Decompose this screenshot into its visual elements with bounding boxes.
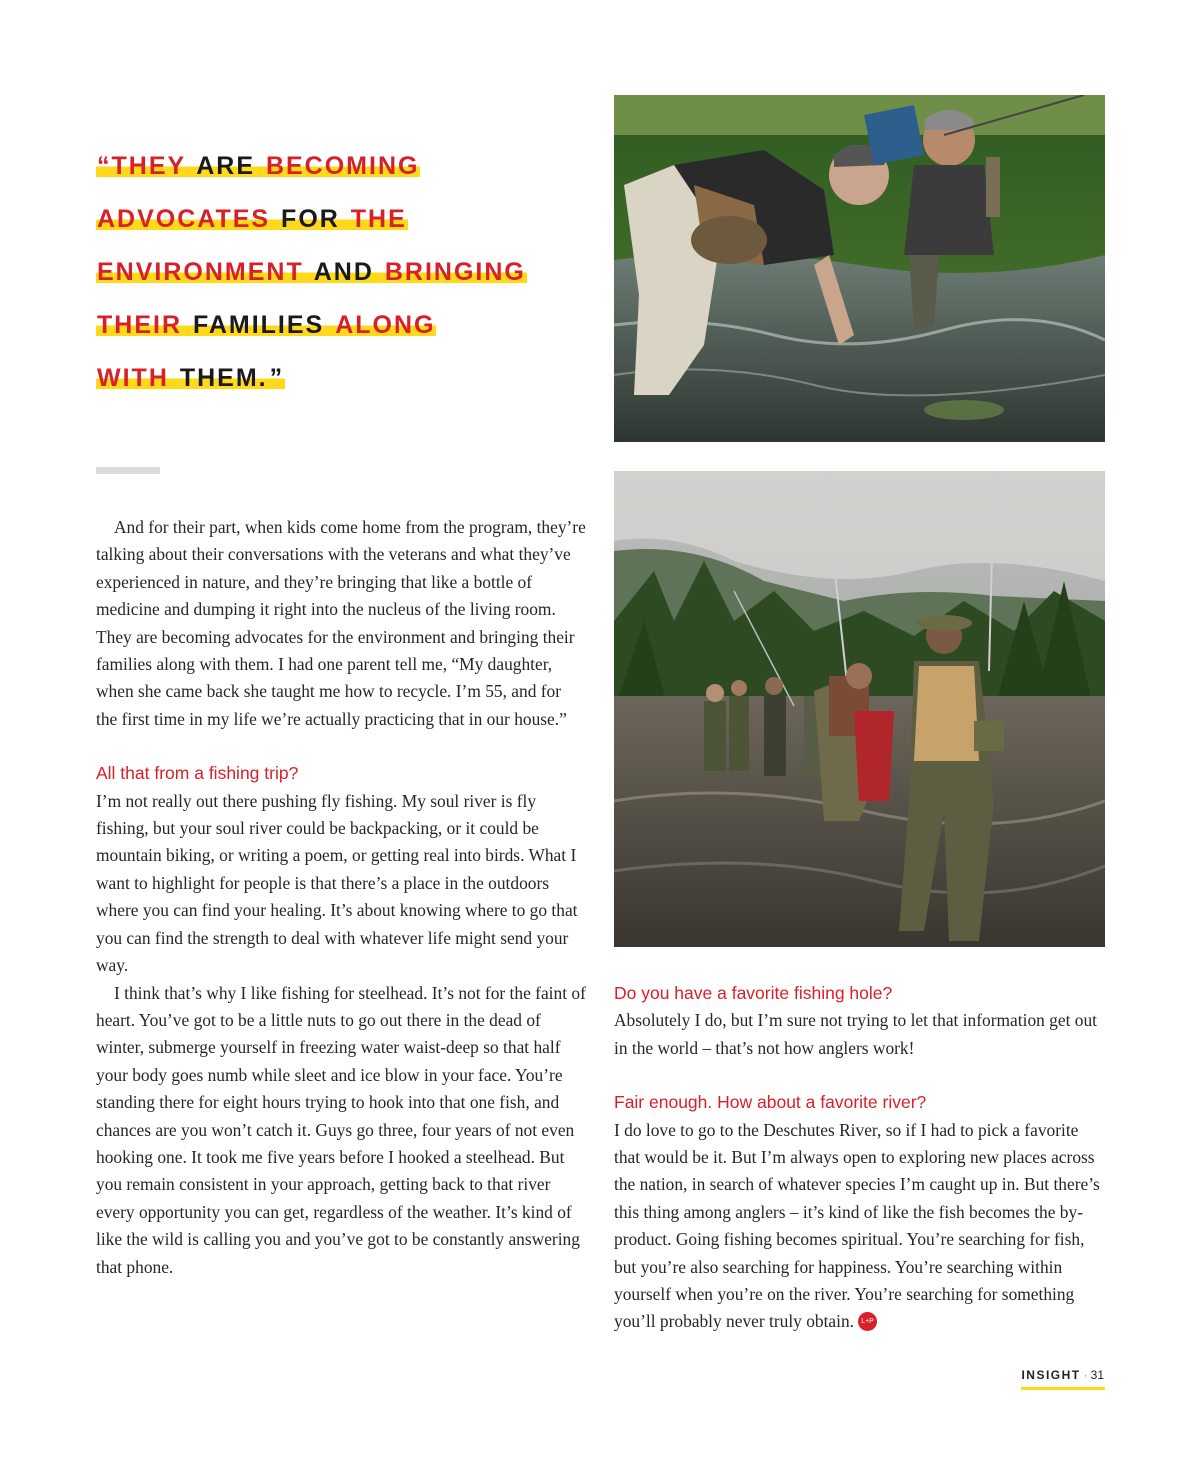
pull-quote-segment: THEM. (170, 364, 268, 392)
body-paragraph: I think that’s why I like fishing for steelhead. It’s not for the faint of heart. You’ve got to be a little nuts to go out there in the dead of winter, submerge yourself in freezing water waist-deep so that half your body goes numb while sleet and ice blow in your face. You’re standing there for eight hours trying to hook into that one fish, and chances are you won’t catch it. Guys go three, four years of not even hooking one. It took me five years before I hooked a steelhead. But you remain consistent in your approach, getting back to that river every opportunity you can get, regardless of the weather. It’s kind of like the wild is calling you and you’ve got to be constantly answering that phone. (96, 982, 586, 1277)
pull-quote-segment: BRINGING (384, 258, 526, 286)
answer-text: I do love to go to the Deschutes River, so if I had to pick a favorite that would be it. But I’m always open to exploring new places across the nation, in search of whatever species I’m caught up in. But there’s this thing among anglers – it’s kind of like the fish becomes the by-product. Going fishing becomes spiritual. You’re searching for fish, but you’re also searching for happiness. You’re searching within yourself when you’re on the river. You’re searching for something you’ll probably never truly obtain. (614, 1119, 1100, 1332)
photo-anglers-in-river (614, 95, 1105, 442)
answer-paragraph (614, 1117, 1106, 1336)
photo-illustration (614, 471, 1105, 947)
page-number: 31 (1090, 1368, 1104, 1382)
paragraph-gap (614, 1062, 1106, 1089)
pull-quote-segment: WITH (97, 364, 169, 392)
pull-quote (96, 140, 576, 405)
footer-separator: · (1083, 1368, 1088, 1382)
photo-group-wading (614, 471, 1105, 947)
pull-quote-line (96, 352, 576, 405)
right-column (614, 980, 1106, 1336)
pull-quote-segment: ” (269, 364, 285, 392)
section-divider (96, 467, 160, 474)
pull-quote-line (96, 193, 576, 246)
pull-quote-segment: ADVOCATES (97, 205, 271, 233)
pull-quote-segment: ALONG (335, 311, 436, 339)
pull-quote-segment: AND (305, 258, 383, 286)
pull-quote-line (96, 246, 576, 299)
photo-illustration (614, 95, 1105, 442)
pull-quote-segment: ENVIRONMENT (97, 258, 304, 286)
question-heading: All that from a fishing trip? (96, 763, 299, 784)
pull-quote-segment: FOR (272, 205, 349, 233)
pull-quote-segment: THEIR (97, 311, 182, 339)
section-name: INSIGHT (1021, 1368, 1081, 1382)
body-paragraph: And for their part, when kids come home from the program, they’re talking about their conversations with the veterans and what they’ve experienced in nature, and they’re bringing that like a bottle of medicine and dumping it right into the nucleus of the living room. They are becoming advocates for the environment and bringing their families along with them. I had one parent tell me, “My daughter, when she came back she taught me how to recycle. I’m 55, and for the first time in my life we’re actually practicing that in our house.” (96, 517, 586, 729)
footer-rule (1021, 1387, 1105, 1390)
pull-quote-segment: THE (350, 205, 407, 233)
pull-quote-segment: “THEY (97, 152, 187, 180)
page-footer (1000, 1368, 1104, 1382)
paragraph-gap (96, 733, 586, 760)
pull-quote-segment: FAMILIES (184, 311, 334, 339)
end-mark-icon: L+P (858, 1312, 877, 1331)
question-heading: Do you have a favorite fishing hole? (614, 983, 893, 1003)
pull-quote-line (96, 299, 576, 352)
answer-paragraph: I’m not really out there pushing fly fishing. My soul river is fly fishing, but your soul river could be backpacking, or it could be mountain biking, or writing a poem, or getting real into birds. What I want to highlight for people is that there’s a place in the outdoors where you can find your healing. It’s about knowing where to go that you can find the strength to deal with whatever life might send your way. (96, 790, 578, 976)
pull-quote-segment: ARE (188, 152, 264, 180)
pull-quote-segment: BECOMING (265, 152, 420, 180)
question-heading: Fair enough. How about a favorite river? (614, 1092, 927, 1113)
pull-quote-line (96, 140, 576, 193)
left-column (96, 514, 586, 1281)
answer-paragraph: Absolutely I do, but I’m sure not trying to let that information get out in the world – that’s not how anglers work! (614, 1010, 1097, 1058)
